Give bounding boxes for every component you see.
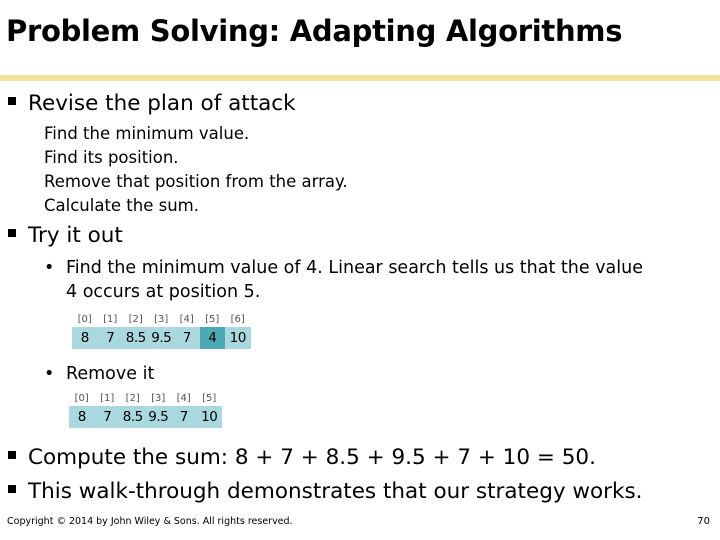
array-index-label: [4] [176, 393, 191, 404]
array-index-label: [6] [230, 314, 245, 325]
slide-title: Problem Solving: Adapting Algorithms [6, 14, 623, 48]
title-divider [0, 75, 720, 81]
array-cell: 8.5 [123, 327, 149, 349]
array-index-label: [5] [202, 393, 217, 404]
sub-bullet-remove [44, 362, 154, 386]
array-index-label: [4] [179, 314, 194, 325]
array-diagram-removed [69, 392, 222, 428]
array-cell: 7 [98, 327, 124, 349]
array-value-row [69, 406, 222, 428]
array-cell-highlighted: 4 [200, 327, 226, 349]
array-cell: 8.5 [120, 406, 146, 428]
array-index-label: [2] [125, 393, 140, 404]
array-cell: 10 [225, 327, 251, 349]
bullet-walkthrough-text: This walk-through demonstrates that our strategy works. [28, 479, 643, 504]
footer-copyright: Copyright © 2014 by John Wiley & Sons. All rights reserved. [7, 516, 293, 527]
array-index-label: [0] [77, 314, 92, 325]
square-bullet-icon [8, 97, 16, 105]
bullet-try [8, 223, 123, 248]
dot-bullet-icon: • [44, 364, 55, 384]
array-index-label: [2] [128, 314, 143, 325]
bullet-revise [8, 91, 296, 116]
array-cell: 9.5 [149, 327, 175, 349]
array-index-row [72, 313, 251, 327]
square-bullet-icon [8, 229, 16, 237]
array-index-label: [1] [103, 314, 118, 325]
sub-bullet-find-line1: Find the minimum value of 4. Linear search tells us that the value [66, 258, 643, 278]
array-index-label: [3] [151, 393, 166, 404]
bullet-walkthrough [8, 479, 642, 504]
bullet-compute-text: Compute the sum: 8 + 7 + 8.5 + 9.5 + 7 + 10 = 50. [28, 445, 596, 470]
plan-step: Calculate the sum. [44, 196, 200, 215]
plan-step: Find its position. [44, 148, 179, 167]
array-cell: 8 [72, 327, 98, 349]
sub-bullet-find-line2: 4 occurs at position 5. [66, 282, 261, 302]
bullet-revise-text: Revise the plan of attack [28, 91, 296, 116]
array-diagram-original [72, 313, 251, 349]
array-cell: 7 [95, 406, 121, 428]
array-cell: 8 [69, 406, 95, 428]
array-index-row [69, 392, 222, 406]
square-bullet-icon [8, 485, 16, 493]
dot-bullet-icon: • [44, 258, 55, 278]
bullet-compute [8, 445, 596, 470]
plan-step: Find the minimum value. [44, 124, 250, 143]
plan-step: Remove that position from the array. [44, 172, 348, 191]
array-index-label: [1] [100, 393, 115, 404]
array-value-row [72, 327, 251, 349]
array-cell: 7 [174, 327, 200, 349]
array-cell: 10 [197, 406, 223, 428]
array-index-label: [5] [205, 314, 220, 325]
array-index-label: [0] [74, 393, 89, 404]
bullet-try-text: Try it out [28, 223, 123, 248]
square-bullet-icon [8, 451, 16, 459]
array-index-label: [3] [154, 314, 169, 325]
sub-bullet-remove-text: Remove it [66, 364, 155, 384]
page-number: 70 [697, 516, 710, 527]
array-cell: 9.5 [146, 406, 172, 428]
array-cell: 7 [171, 406, 197, 428]
sub-bullet-find-minimum [44, 256, 709, 304]
